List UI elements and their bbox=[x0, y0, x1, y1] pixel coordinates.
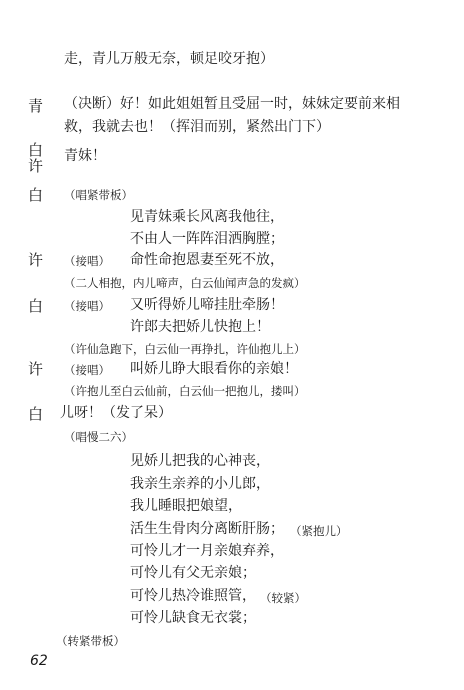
stage-direction-line: 走，青儿万般无奈，顿足咬牙抱） bbox=[64, 51, 274, 67]
speaker-bai-xu: 白 许 bbox=[28, 141, 44, 175]
stage-direction-line: （唱慢二六） bbox=[64, 430, 133, 444]
verse-line: 活生生骨肉分离断肝肠； bbox=[130, 521, 284, 537]
speaker-bai: 白 bbox=[28, 297, 44, 315]
speaker-xu: 许 bbox=[28, 251, 44, 269]
stage-direction-line: （接唱） bbox=[64, 299, 110, 313]
verse-line: 又听得娇儿啼挂肚牵肠！ bbox=[130, 297, 284, 313]
dialogue-line: 儿呀！（发了呆） bbox=[60, 405, 172, 421]
stage-direction-line: （许抱儿至白云仙前，白云仙一把抱儿，搂叫） bbox=[64, 384, 306, 398]
stage-direction-line: （二人相抱，内儿啼声，白云仙闻声急的发疯） bbox=[64, 276, 306, 290]
speaker-bai: 白 bbox=[28, 186, 44, 204]
verse-line: 不由人一阵阵泪洒胸膛； bbox=[130, 231, 284, 247]
verse-line: 可怜儿缺食无衣裳； bbox=[130, 610, 256, 626]
page-number: 62 bbox=[30, 653, 48, 669]
verse-line: 我儿睡眼把娘望， bbox=[130, 498, 242, 514]
verse-line: 命性命抱恩妻至死不放， bbox=[130, 252, 284, 268]
dialogue-line: 救，我就去也！（挥泪而别，紧然出门下） bbox=[64, 119, 330, 135]
stage-direction-line: （唱紧带板） bbox=[64, 188, 133, 202]
verse-line: 叫娇儿睁大眼看你的亲娘！ bbox=[130, 361, 298, 377]
stage-direction-line: （接唱） bbox=[64, 254, 110, 268]
verse-line: 可怜儿才一月亲娘弃养， bbox=[130, 543, 284, 559]
stage-direction-line: （许仙急跑下，白云仙一再挣扎，许仙抱儿上） bbox=[64, 342, 306, 356]
stage-direction-line: （紧抱儿） bbox=[290, 524, 348, 538]
verse-line: 见娇儿把我的心神丧， bbox=[130, 453, 270, 469]
dialogue-line: （决断）好！如此姐姐暂且受屈一时，妹妹定要前来相 bbox=[64, 96, 400, 112]
speaker-xu: 许 bbox=[28, 360, 44, 378]
stage-direction-line: （较紧） bbox=[260, 591, 306, 605]
verse-line: 我亲生亲养的小儿郎， bbox=[130, 476, 270, 492]
speaker-qing: 青 bbox=[28, 97, 44, 115]
verse-line: 见青妹乘长风离我他往， bbox=[130, 209, 284, 225]
verse-line: 可怜儿热冷谁照管， bbox=[130, 588, 256, 604]
speaker-bai: 白 bbox=[28, 405, 44, 423]
verse-line: 可怜儿有父无亲娘； bbox=[130, 565, 256, 581]
dialogue-line: 青妹！ bbox=[64, 148, 106, 164]
stage-direction-line: （转紧带板） bbox=[56, 634, 125, 648]
stage-direction-line: （接唱） bbox=[64, 363, 110, 377]
verse-line: 许郎夫把娇儿快抱上！ bbox=[130, 319, 270, 335]
